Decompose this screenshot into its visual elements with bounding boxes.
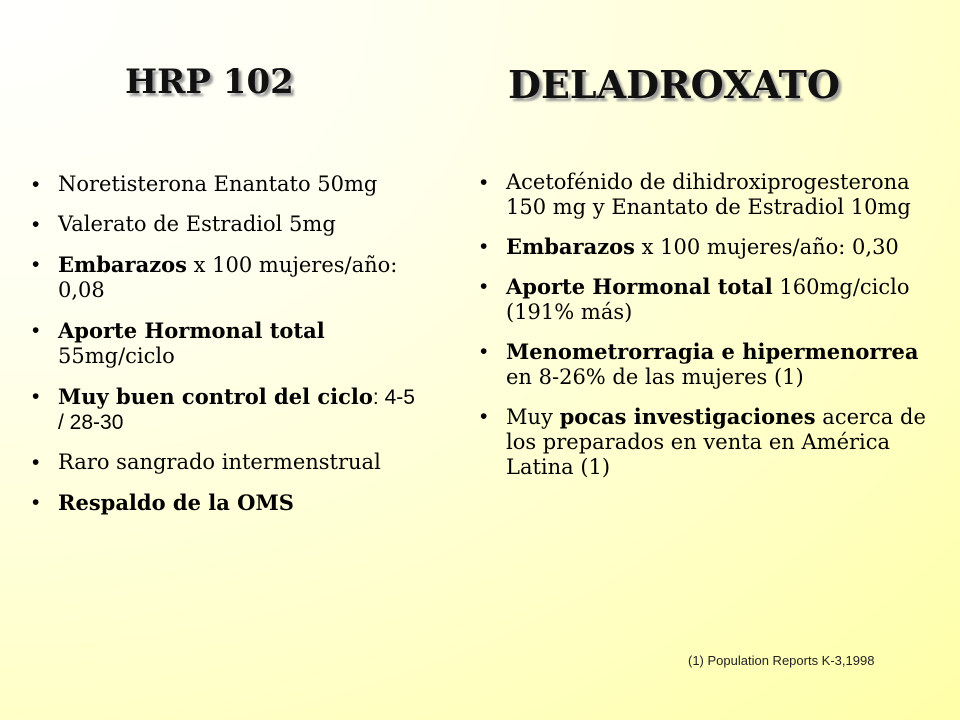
item-bold-text: Embarazos xyxy=(506,234,635,259)
item-text: Acetofénido de dihidroxiprogesterona 150 mg y Enantato de Estradiol 10mg xyxy=(506,170,911,219)
list-item xyxy=(30,252,425,303)
item-text: Raro sangrado intermenstrual xyxy=(58,450,381,474)
item-bold-text: Embarazos xyxy=(58,252,187,277)
item-bold-text: Aporte Hormonal total xyxy=(58,318,325,343)
list-item xyxy=(478,274,938,325)
list-item xyxy=(30,450,425,475)
footnote-reference: (1) Population Reports K-3,1998 xyxy=(688,653,875,668)
list-item xyxy=(478,234,938,260)
item-text: x 100 mujeres/año: 0,08 xyxy=(58,253,398,302)
item-text: x 100 mujeres/año: 0,30 xyxy=(634,235,899,259)
list-item xyxy=(30,490,425,516)
item-text: acerca de los preparados en venta en América Latina (1) xyxy=(506,405,926,479)
item-bold-text: Menometrorragia e hipermenorrea xyxy=(506,339,919,364)
item-bold-text: pocas investigaciones xyxy=(559,404,816,429)
hrp102-bullet-list xyxy=(30,172,425,531)
list-item xyxy=(478,404,938,480)
item-text: 160mg/ciclo (191% más) xyxy=(506,275,910,324)
item-bold-text: Respaldo de la OMS xyxy=(58,490,294,515)
item-text: Muy xyxy=(506,405,560,429)
item-text: Noretisterona Enantato 50mg xyxy=(58,172,378,196)
list-item xyxy=(30,384,425,435)
item-text: en 8-26% de las mujeres (1) xyxy=(506,365,804,389)
item-bold-text: Muy buen control del ciclo xyxy=(58,384,373,409)
item-bold-text: Aporte Hormonal total xyxy=(506,274,773,299)
deladroxato-bullet-list xyxy=(478,170,938,494)
deladroxato-title: DELADROXATO xyxy=(508,62,840,107)
list-item xyxy=(30,212,425,237)
list-item xyxy=(30,318,425,369)
list-item xyxy=(478,170,938,220)
item-text: Valerato de Estradiol 5mg xyxy=(58,212,336,236)
hrp102-title: HRP 102 xyxy=(125,62,294,102)
item-text: : 4-5 / 28-30 xyxy=(58,386,415,434)
item-text: 55mg/ciclo xyxy=(58,344,175,368)
list-item xyxy=(478,339,938,390)
list-item xyxy=(30,172,425,197)
